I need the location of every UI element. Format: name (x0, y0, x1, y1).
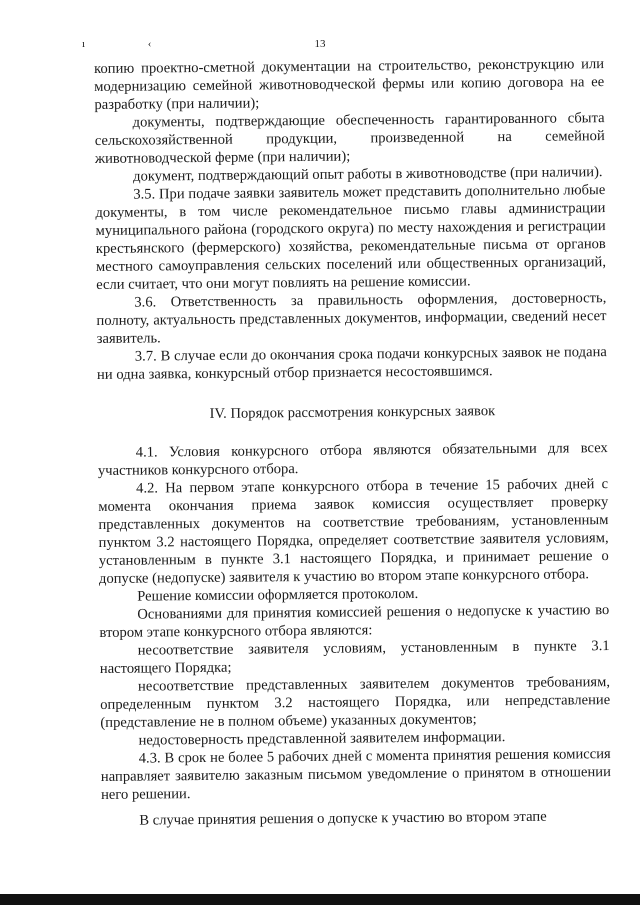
section-heading: IV. Порядок рассмотрения конкурсных заявок (209, 403, 496, 422)
page-number: 13 (314, 38, 326, 50)
paragraph: несоответствие заявителя условиям, установленным в пункте 3.1 настоящего Порядка; (99, 638, 610, 677)
paragraph: копию проектно-сметной документации на строительство, реконструкцию или модернизацию семейной животноводческой фермы или копию договора на ее разработку (при наличии); (94, 56, 605, 113)
paragraph: 4.3. В срок не более 5 рабочих дней с момента принятия решения комиссия направляет заявителю заказным письмом уведомление о принятом в отношении него решении. (100, 746, 611, 803)
paragraph: 4.1. Условия конкурсного отбора являются обязательными для всех участников конкурсного отбора. (97, 440, 608, 479)
scan-bottom-edge (0, 894, 640, 905)
paragraph: документы, подтверждающие обеспеченность гарантированного сбыта сельскохозяйственной продукции, произведенной на семейной животноводческой ферме (при наличии); (94, 110, 605, 167)
paragraph: 3.7. В случае если до окончания срока подачи конкурсных заявок не подана ни одна заявка, конкурсный отбор признается несостоявшимся. (96, 344, 607, 383)
page-body (94, 55, 611, 830)
paragraph: документ, подтверждающий опыт работы в животноводстве (при наличии). (133, 164, 603, 185)
margin-marks: ı ‹ (82, 38, 182, 50)
paragraph: 3.5. При подаче заявки заявитель может представить дополнительно любые документы, в том числе рекомендательное письмо главы администрации муниципального района (городского округа) по месту нахождения и регистрации крестьянского (фермерского) хозяйства, рекомендательные письма от органов местного самоуправления сельских поселений или общественных организаций, если считает, что они могут повлиять на решение комиссии. (95, 182, 607, 293)
paragraph: недостоверность представленной заявителем информации. (138, 729, 506, 749)
paragraph: Основаниями для принятия комиссией решения о недопуске к участию во втором этапе конкурсного отбора являются: (99, 602, 610, 641)
paragraph: несоответствие представленных заявителем документов требованиям, определенным пунктом 3.2 настоящего Порядка, или непредставление (представление не в полном объеме) указанных документов; (100, 674, 611, 731)
paragraph: 4.2. На первом этапе конкурсного отбора в течение 15 рабочих дней с момента окончания приема заявок комиссия осуществляет проверку представленных документов на соответствие требованиям, установленным пунктом 3.2 настоящего Порядка, определяет соответствие заявителя условиям, установленным в пункте 3.1 настоящего Порядка, и принимает решение о допуске (недопуске) заявителя к участию во втором этапе конкурсного отбора. (98, 476, 609, 587)
paragraph: 3.6. Ответственность за правильность оформления, достоверность, полноту, актуальность представленных документов, информации, сведений несет заявитель. (96, 290, 607, 347)
paragraph: В случае принятия решения о допуске к участию во втором этапе (139, 808, 547, 829)
paragraph: Решение комиссии оформляется протоколом. (137, 585, 419, 605)
